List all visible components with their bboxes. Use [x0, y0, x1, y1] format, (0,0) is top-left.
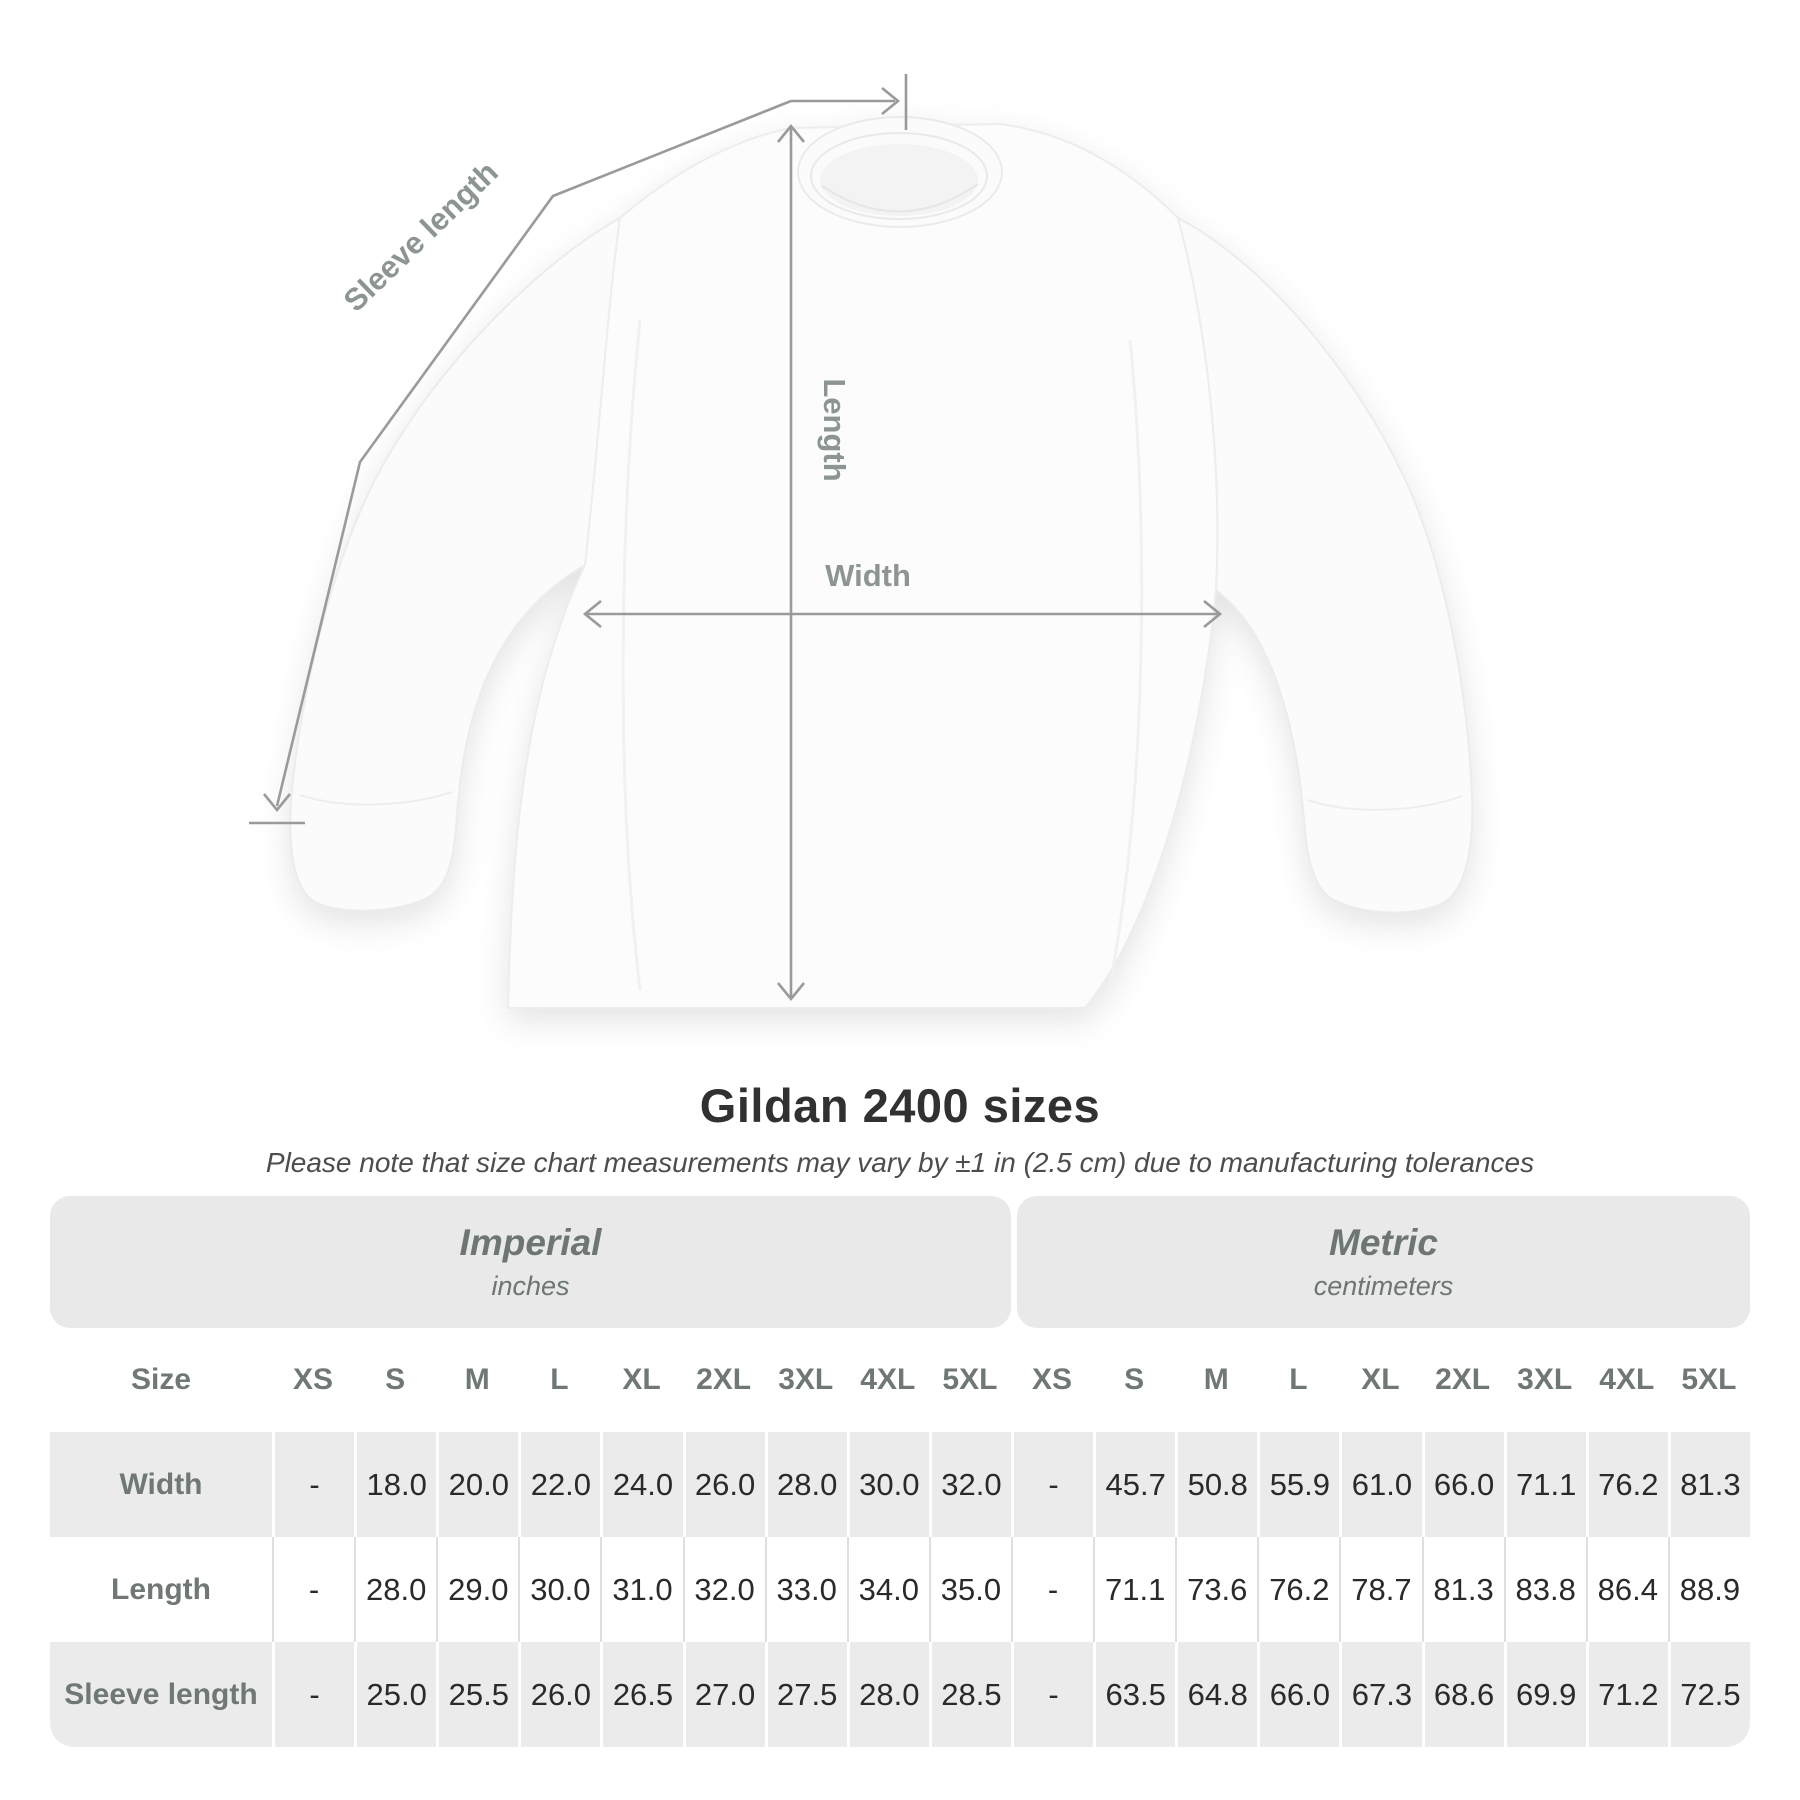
metric-value-cell: 78.7: [1339, 1537, 1421, 1642]
metric-value-cell: 76.2: [1586, 1432, 1668, 1537]
imperial-tab-unit: inches: [491, 1271, 570, 1301]
metric-tab: [1017, 1196, 1750, 1328]
imperial-tab-label: Imperial: [459, 1222, 602, 1263]
imperial-value-cell: 33.0: [765, 1537, 847, 1642]
size-header-cell: 5XL: [1681, 1363, 1737, 1396]
size-header-cell: S: [1124, 1363, 1145, 1396]
metric-value-cell: 45.7: [1093, 1432, 1175, 1537]
row-label-cell: Width: [119, 1467, 203, 1501]
imperial-value-cell: 30.0: [518, 1537, 600, 1642]
imperial-value-cell: 28.0: [847, 1642, 929, 1747]
metric-value-cell: 72.5: [1668, 1642, 1750, 1747]
metric-value-cell: 69.9: [1504, 1642, 1586, 1747]
imperial-tab: [50, 1196, 1011, 1328]
imperial-value-cell: 29.0: [436, 1537, 518, 1642]
size-header-cell: 3XL: [1517, 1363, 1573, 1396]
metric-value-cell: 71.2: [1586, 1642, 1668, 1747]
metric-value-cell: 83.8: [1504, 1537, 1586, 1642]
imperial-value-cell: 26.0: [683, 1432, 765, 1537]
imperial-value-cell: 22.0: [518, 1432, 600, 1537]
metric-value-cell: 73.6: [1175, 1537, 1257, 1642]
table-body: [50, 1328, 1750, 1747]
metric-value-cell: 63.5: [1093, 1642, 1175, 1747]
imperial-value-cell: 25.5: [436, 1642, 518, 1747]
row-label-cell: Length: [111, 1572, 211, 1606]
size-header-cell: L: [550, 1363, 569, 1396]
metric-value-cell: -: [1011, 1432, 1093, 1537]
imperial-value-cell: 32.0: [929, 1432, 1011, 1537]
imperial-value-cell: 26.0: [518, 1642, 600, 1747]
size-header-cell: XL: [622, 1363, 661, 1396]
metric-value-cell: 67.3: [1339, 1642, 1421, 1747]
metric-value-cell: 68.6: [1422, 1642, 1504, 1747]
size-header-cell: 4XL: [860, 1363, 916, 1396]
size-header-cell: L: [1289, 1363, 1308, 1396]
size-header-cell: M: [1203, 1363, 1229, 1396]
metric-value-cell: 50.8: [1175, 1432, 1257, 1537]
imperial-value-cell: 27.0: [683, 1642, 765, 1747]
page-subtitle: Please note that size chart measurements may vary by ±1 in (2.5 cm) due to manufacturing tolerances: [265, 1147, 1535, 1178]
metric-value-cell: 64.8: [1175, 1642, 1257, 1747]
metric-value-cell: 81.3: [1422, 1537, 1504, 1642]
imperial-value-cell: -: [272, 1537, 354, 1642]
metric-value-cell: 88.9: [1668, 1537, 1750, 1642]
heading-block: [0, 1078, 1800, 1179]
sleeve-length-label: Sleeve length: [336, 154, 505, 319]
size-header-cell: S: [385, 1363, 406, 1396]
imperial-value-cell: 34.0: [847, 1537, 929, 1642]
length-label: Length: [817, 378, 852, 482]
table-row: [50, 1537, 1750, 1642]
metric-value-cell: 71.1: [1504, 1432, 1586, 1537]
imperial-value-cell: 35.0: [929, 1537, 1011, 1642]
page-title: Gildan 2400 sizes: [699, 1079, 1101, 1132]
size-header-cell: 3XL: [778, 1363, 834, 1396]
imperial-value-cell: 28.0: [765, 1432, 847, 1537]
width-label: Width: [825, 558, 911, 593]
size-header-cell: 2XL: [696, 1363, 752, 1396]
imperial-value-cell: 27.5: [765, 1642, 847, 1747]
size-header-cell: 4XL: [1599, 1363, 1655, 1396]
size-header-cell: XS: [1032, 1363, 1073, 1396]
metric-value-cell: -: [1011, 1537, 1093, 1642]
metric-value-cell: 66.0: [1422, 1432, 1504, 1537]
size-header-cell: 5XL: [942, 1363, 998, 1396]
size-column-header: Size: [130, 1363, 192, 1396]
imperial-value-cell: 30.0: [847, 1432, 929, 1537]
imperial-value-cell: 28.0: [354, 1537, 436, 1642]
size-header-cell: 2XL: [1435, 1363, 1491, 1396]
row-label-cell: Sleeve length: [64, 1677, 258, 1711]
size-header-cell: XS: [293, 1363, 334, 1396]
imperial-value-cell: 32.0: [683, 1537, 765, 1642]
size-table: [50, 1196, 1750, 1747]
metric-value-cell: 66.0: [1257, 1642, 1339, 1747]
size-header-row: [50, 1328, 1750, 1432]
size-header-cell: M: [464, 1363, 490, 1396]
metric-value-cell: 76.2: [1257, 1537, 1339, 1642]
metric-tab-unit: centimeters: [1313, 1271, 1454, 1301]
table-row: [50, 1432, 1750, 1537]
unit-tabs: [50, 1196, 1750, 1328]
imperial-value-cell: -: [272, 1432, 354, 1537]
metric-value-cell: 55.9: [1257, 1432, 1339, 1537]
imperial-value-cell: -: [272, 1642, 354, 1747]
table-row: [50, 1642, 1750, 1747]
shirt-collar: [798, 117, 1002, 227]
metric-value-cell: 81.3: [1668, 1432, 1750, 1537]
imperial-value-cell: 26.5: [600, 1642, 682, 1747]
metric-value-cell: 86.4: [1586, 1537, 1668, 1642]
metric-value-cell: 71.1: [1093, 1537, 1175, 1642]
size-header-cell: XL: [1361, 1363, 1400, 1396]
metric-value-cell: -: [1011, 1642, 1093, 1747]
imperial-value-cell: 31.0: [600, 1537, 682, 1642]
metric-value-cell: 61.0: [1339, 1432, 1421, 1537]
metric-tab-label: Metric: [1329, 1222, 1438, 1263]
imperial-value-cell: 24.0: [600, 1432, 682, 1537]
imperial-value-cell: 25.0: [354, 1642, 436, 1747]
imperial-value-cell: 28.5: [929, 1642, 1011, 1747]
imperial-value-cell: 20.0: [436, 1432, 518, 1537]
imperial-value-cell: 18.0: [354, 1432, 436, 1537]
